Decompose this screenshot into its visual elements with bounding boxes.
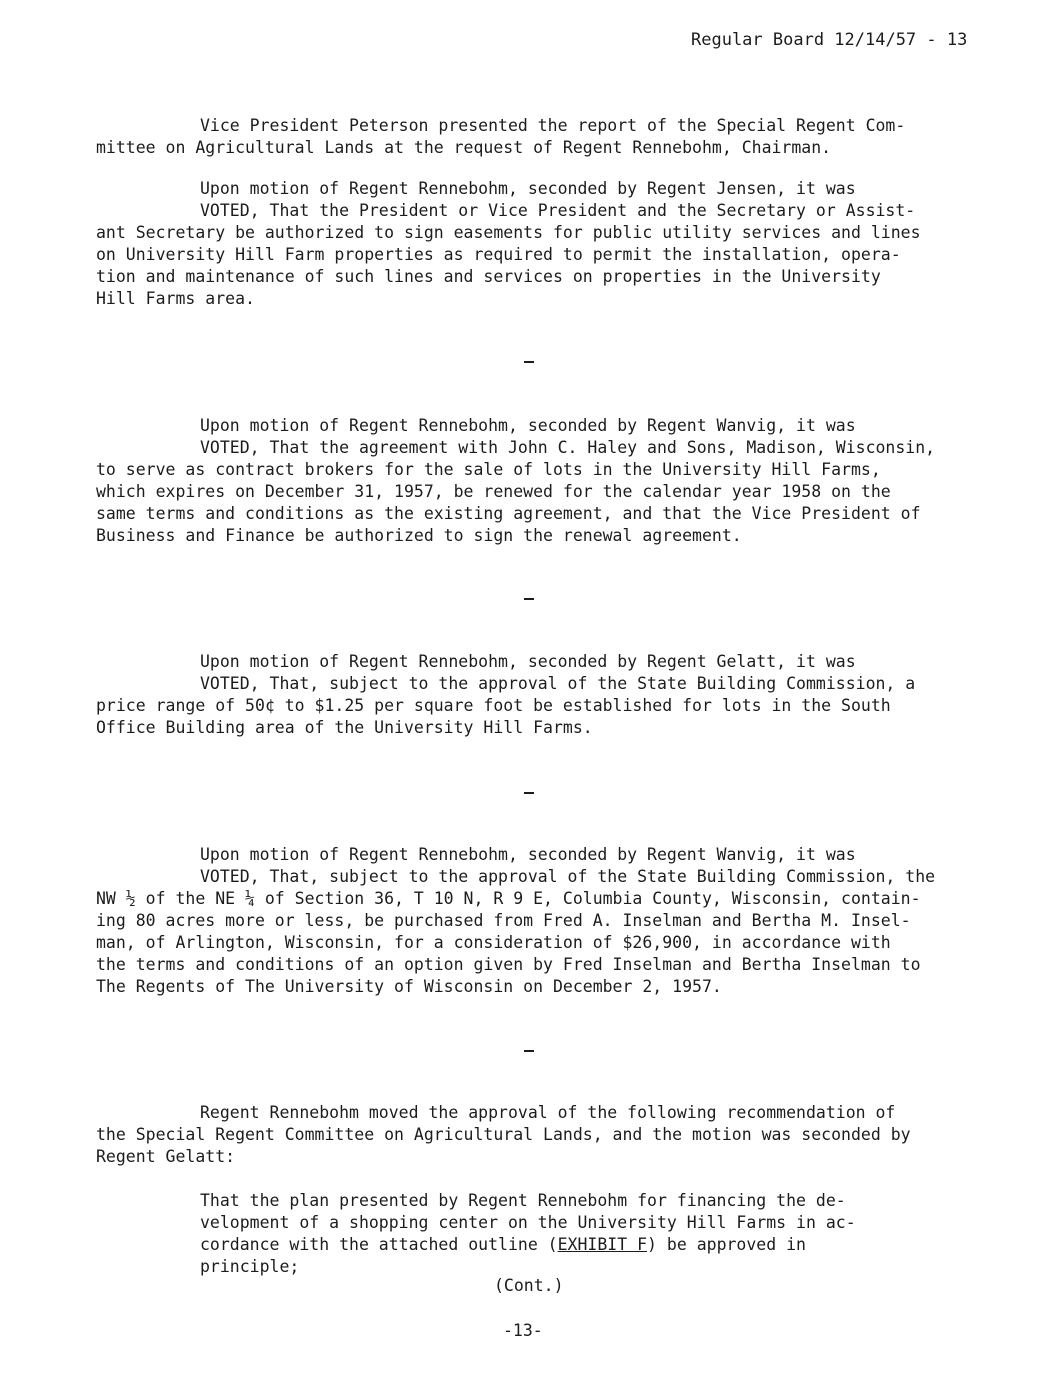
paragraph-motion-shopping-center <box>96 1102 996 1168</box>
text-line: Business and Finance be authorized to sign the renewal agreement. <box>96 526 742 545</box>
section-separator <box>524 598 534 600</box>
text-line: principle; <box>200 1257 300 1276</box>
paragraph-motion-inselman-purchase <box>96 844 996 998</box>
text-line: Regent Rennebohm moved the approval of the following recommendation of <box>200 1103 896 1122</box>
text-line: The Regents of The University of Wisconsin on December 2, 1957. <box>96 977 722 996</box>
text-line: velopment of a shopping center on the University Hill Farms in ac- <box>200 1213 856 1232</box>
text-line: Upon motion of Regent Rennebohm, seconded by Regent Jensen, it was <box>200 179 856 198</box>
text-line: NW ½ of the NE ¼ of Section 36, T 10 N, R 9 E, Columbia County, Wisconsin, contain- <box>96 889 921 908</box>
page-number: -13- <box>503 1321 543 1340</box>
text-line: VOTED, That, subject to the approval of the State Building Commission, a <box>200 674 916 693</box>
text-line: which expires on December 31, 1957, be renewed for the calendar year 1958 on the <box>96 482 891 501</box>
text-line: the terms and conditions of an option given by Fred Inselman and Bertha Inselman to <box>96 955 921 974</box>
paragraph-motion-haley-agreement <box>96 415 996 547</box>
text-line: Vice President Peterson presented the report of the Special Regent Com- <box>200 116 906 135</box>
text-line: ant Secretary be authorized to sign easements for public utility services and lines <box>96 223 921 242</box>
text-line: to serve as contract brokers for the sale of lots in the University Hill Farms, <box>96 460 881 479</box>
section-separator <box>524 792 534 794</box>
text-line: Upon motion of Regent Rennebohm, seconded by Regent Gelatt, it was <box>200 652 856 671</box>
text-line: Office Building area of the University Hill Farms. <box>96 718 593 737</box>
text-fragment: cordance with the attached outline ( <box>200 1235 558 1254</box>
text-line: Upon motion of Regent Rennebohm, seconded by Regent Wanvig, it was <box>200 416 856 435</box>
paragraph-motion-price-range <box>96 651 996 739</box>
paragraph-peterson-report <box>96 115 996 159</box>
text-line: same terms and conditions as the existing agreement, and that the Vice President of <box>96 504 921 523</box>
text-line: VOTED, That the President or Vice President and the Secretary or Assist- <box>200 201 916 220</box>
text-line: That the plan presented by Regent Rennebohm for financing the de- <box>200 1191 846 1210</box>
text-line: on University Hill Farm properties as required to permit the installation, opera- <box>96 245 901 264</box>
text-line: Hill Farms area. <box>96 289 255 308</box>
text-line: Upon motion of Regent Rennebohm, seconded by Regent Wanvig, it was <box>200 845 856 864</box>
paragraph-motion-easements <box>96 178 996 310</box>
text-line: VOTED, That the agreement with John C. Haley and Sons, Madison, Wisconsin, <box>200 438 936 457</box>
exhibit-reference: EXHIBIT F <box>557 1235 648 1254</box>
text-line: man, of Arlington, Wisconsin, for a consideration of $26,900, in accordance with <box>96 933 891 952</box>
page-header: Regular Board 12/14/57 - 13 <box>691 30 968 50</box>
text-line: tion and maintenance of such lines and services on properties in the University <box>96 267 881 286</box>
text-line: VOTED, That, subject to the approval of the State Building Commission, the <box>200 867 936 886</box>
text-line: price range of 50¢ to $1.25 per square foot be established for lots in the South <box>96 696 891 715</box>
section-separator <box>524 361 534 363</box>
text-line: mittee on Agricultural Lands at the request of Regent Rennebohm, Chairman. <box>96 138 832 157</box>
text-line: Regent Gelatt: <box>96 1147 236 1166</box>
section-separator <box>524 1050 534 1052</box>
text-fragment: ) be approved in <box>647 1235 806 1254</box>
text-line: ing 80 acres more or less, be purchased from Fred A. Inselman and Bertha M. Insel- <box>96 911 911 930</box>
recommendation-block <box>200 1190 920 1278</box>
text-line <box>200 1234 920 1256</box>
text-line: the Special Regent Committee on Agricultural Lands, and the motion was seconded by <box>96 1125 911 1144</box>
continued-note: (Cont.) <box>494 1276 564 1295</box>
